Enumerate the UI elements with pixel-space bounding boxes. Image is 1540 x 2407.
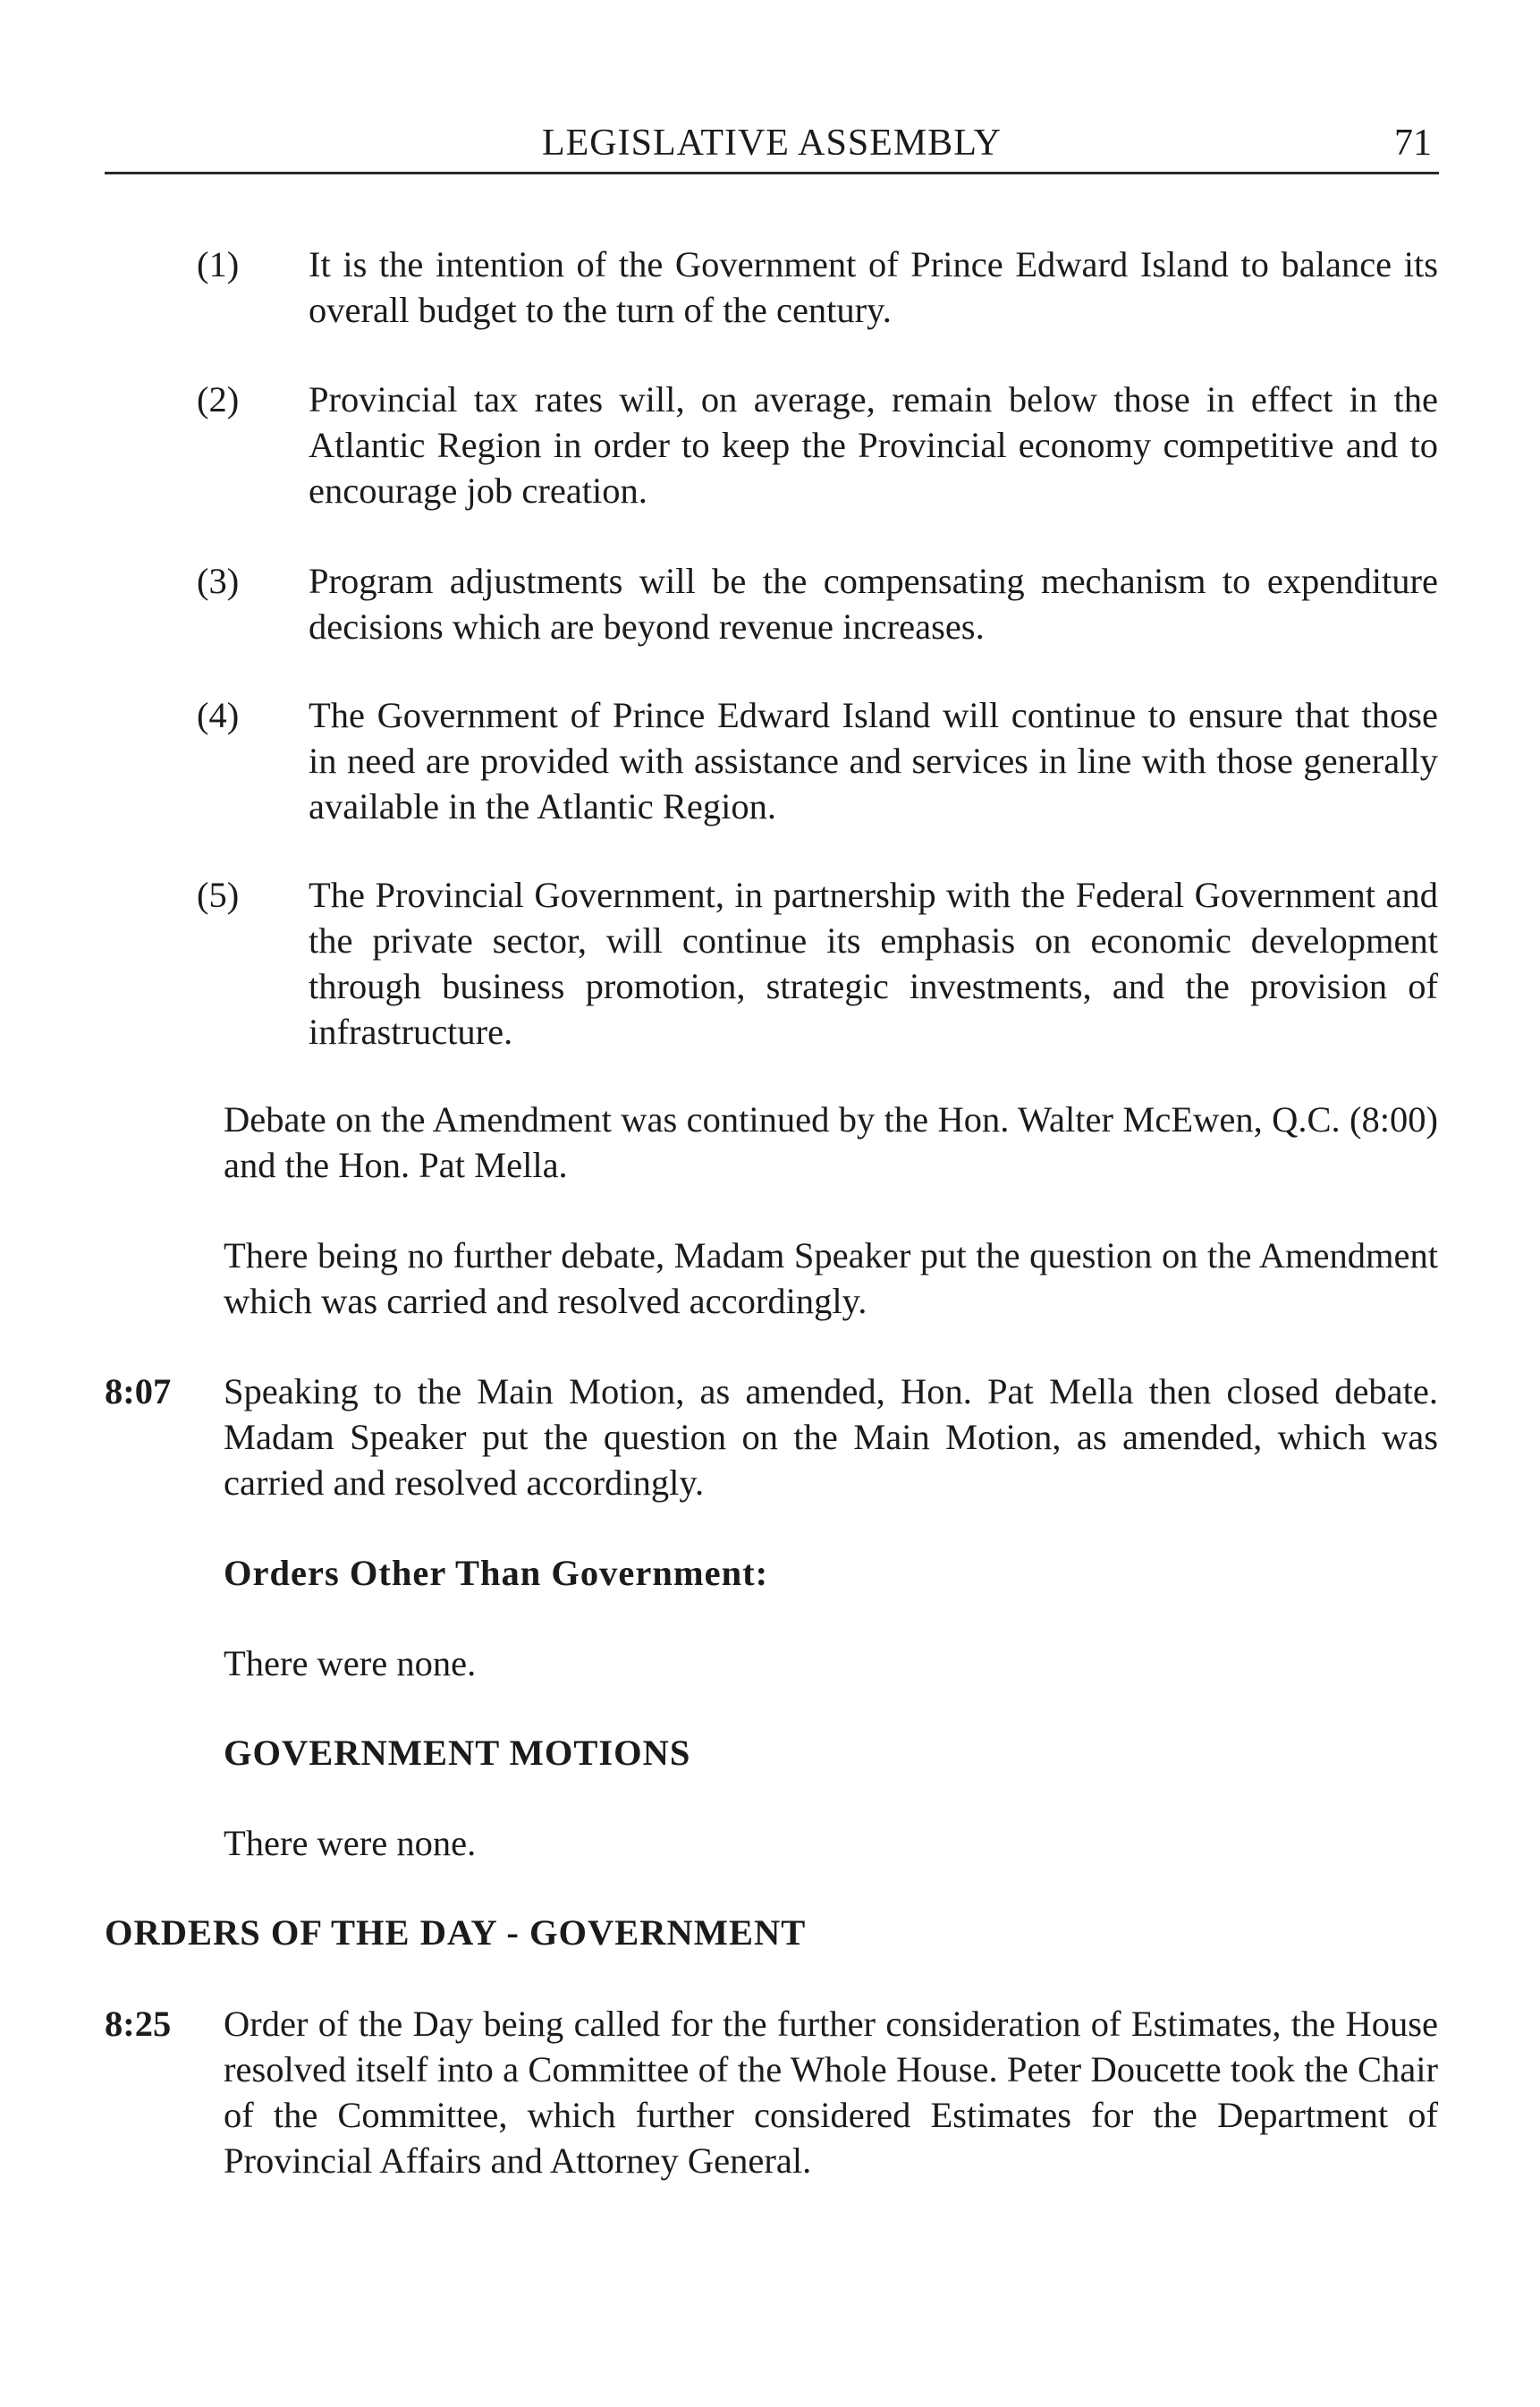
orders-other-text: There were none. (224, 1643, 477, 1683)
list-item (197, 872, 1438, 1055)
running-title: LEGISLATIVE ASSEMBLY (542, 123, 1002, 164)
running-header (105, 118, 1439, 174)
page-number: 71 (1394, 123, 1432, 164)
list-item-text: It is the intention of the Government of Prince Edward Island to balance its overall budget to the turn of the century. (309, 244, 1438, 330)
list-item-number: (4) (197, 695, 240, 735)
entry-time: 8:07 (105, 1371, 172, 1411)
list-item-text: Program adjustments will be the compensating mechanism to expenditure decisions which are beyond revenue increases. (309, 561, 1438, 647)
orders-of-day-heading: ORDERS OF THE DAY - GOVERNMENT (105, 1912, 807, 1953)
timed-entry-825 (105, 2001, 1438, 2183)
list-item-text: Provincial tax rates will, on average, remain below those in effect in the Atlantic Region in order to keep the Provincial economy competitive and to encourage job creation. (309, 379, 1438, 511)
list-item (197, 242, 1438, 333)
government-motions-heading: GOVERNMENT MOTIONS (224, 1733, 691, 1773)
list-item-number: (1) (197, 244, 240, 284)
list-item-text: The Provincial Government, in partnership with the Federal Government and the private sector, will continue its emphasis on economic development through business promotion, strategic investments, and the provision of infrastructure. (309, 875, 1438, 1052)
list-item-number: (2) (197, 379, 240, 420)
list-item (197, 692, 1438, 829)
list-item-text: The Government of Prince Edward Island will continue to ensure that those in need are provided with assistance and services in line with those generally available in the Atlantic Region. (309, 695, 1438, 826)
entry-time: 8:25 (105, 2004, 172, 2044)
list-item (197, 377, 1438, 513)
entry-text: Order of the Day being called for the further consideration of Estimates, the House resolved itself into a Committee of the Whole House. Peter Doucette took the Chair of the Committee, which further considered Estimates for the Department of Provincial Affairs and Attorney General. (224, 2004, 1438, 2181)
list-item (197, 558, 1438, 649)
debate-paragraph: Debate on the Amendment was continued by the Hon. Walter McEwen, Q.C. (8:00) and the Hon. Pat Mella. (224, 1099, 1438, 1185)
list-item-number: (3) (197, 561, 240, 601)
list-item-number: (5) (197, 875, 240, 915)
government-motions-text: There were none. (224, 1823, 477, 1863)
question-paragraph: There being no further debate, Madam Speaker put the question on the Amendment which was carried and resolved accordingly. (224, 1235, 1438, 1321)
timed-entry-807 (105, 1369, 1438, 1505)
orders-other-heading: Orders Other Than Government: (224, 1553, 769, 1593)
entry-text: Speaking to the Main Motion, as amended, Hon. Pat Mella then closed debate. Madam Speaker put the question on the Main Motion, as amended, which was carried and resolved accordingly. (224, 1371, 1438, 1503)
